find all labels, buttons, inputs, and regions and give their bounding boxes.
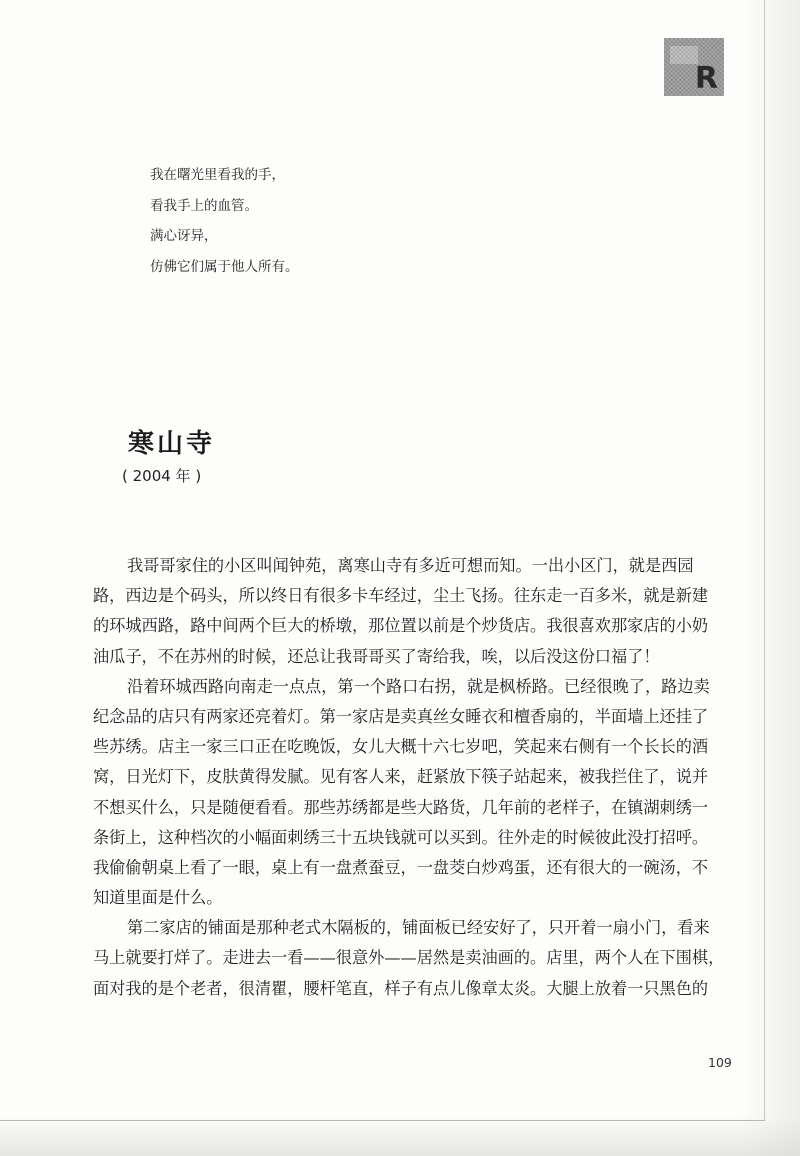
body-text-line: 的环城西路，路中间两个巨大的桥墩，那位置以前是个炒货店。我很喜欢那家店的小奶 <box>93 616 709 636</box>
page-bottom-shadow <box>0 1116 800 1156</box>
section-tab-decoration <box>670 46 698 64</box>
body-text-line: 不想买什么，只是随便看看。那些苏绣都是些大路货，几年前的老样子，在镇湖刺绣一 <box>93 797 709 817</box>
section-tab <box>664 38 724 96</box>
epigraph <box>150 160 550 282</box>
body-text-line: 面对我的是个老者，很清瞿，腰杆笔直，样子有点儿像章太炎。大腿上放着一只黑色的 <box>93 978 709 998</box>
page-number: 109 <box>708 1055 732 1070</box>
chapter-title: 寒山寺 <box>128 429 216 459</box>
page-edge-shadow <box>740 0 800 1156</box>
body-text-line: 知道里面是什么。 <box>93 888 223 908</box>
epigraph-line: 我在曙光里看我的手， <box>150 167 285 183</box>
body-text-line: 第二家店的铺面是那种老式木隔板的，铺面板已经安好了，只开着一扇小门，看来 <box>127 918 710 938</box>
epigraph-line: 看我手上的血管。 <box>150 197 258 214</box>
epigraph-line: 满心讶异， <box>150 228 218 244</box>
body-text-line: 条街上，这种档次的小幅面刺绣三十五块钱就可以买到。往外走的时候彼此没打招呼。 <box>93 827 709 847</box>
body-text-line: 些苏绣。店主一家三口正在吃晚饭，女儿大概十六七岁吧，笑起来右侧有一个长长的酒 <box>93 737 709 757</box>
body-text-line: 油瓜子，不在苏州的时候，还总让我哥哥买了寄给我，唉，以后没这份口福了！ <box>93 646 660 666</box>
chapter-year: ( 2004 年 ) <box>122 467 202 485</box>
body-text-line: 路，西边是个码头，所以终日有很多卡车经过，尘土飞扬。往东走一百多米，就是新建 <box>93 586 709 606</box>
page-right-edge <box>764 0 765 1121</box>
page-bottom-edge <box>0 1120 765 1121</box>
body-text-line: 窝，日光灯下，皮肤黄得发腻。见有客人来，赶紧放下筷子站起来，被我拦住了，说并 <box>93 767 709 787</box>
section-tab-letter: R <box>694 61 718 96</box>
body-text-line: 我哥哥家住的小区叫闻钟苑，离寒山寺有多近可想而知。一出小区门，就是西园 <box>127 556 694 575</box>
body-text-line: 我偷偷朝桌上看了一眼，桌上有一盘煮蚕豆，一盘茭白炒鸡蛋，还有很大的一碗汤，不 <box>93 857 709 877</box>
epigraph-line: 仿佛它们属于他人所有。 <box>150 258 299 275</box>
body-text-line: 沿着环城西路向南走一点点，第一个路口右拐，就是枫桥路。已经很晚了，路边卖 <box>127 676 710 696</box>
body-text <box>93 551 738 1004</box>
body-text-line: 纪念品的店只有两家还亮着灯。第一家店是卖真丝女睡衣和檀香扇的，半面墙上还挂了 <box>93 706 709 726</box>
body-text-line: 马上就要打烊了。走进去一看——很意外——居然是卖油画的。店里，两个人在下围棋， <box>93 948 725 968</box>
